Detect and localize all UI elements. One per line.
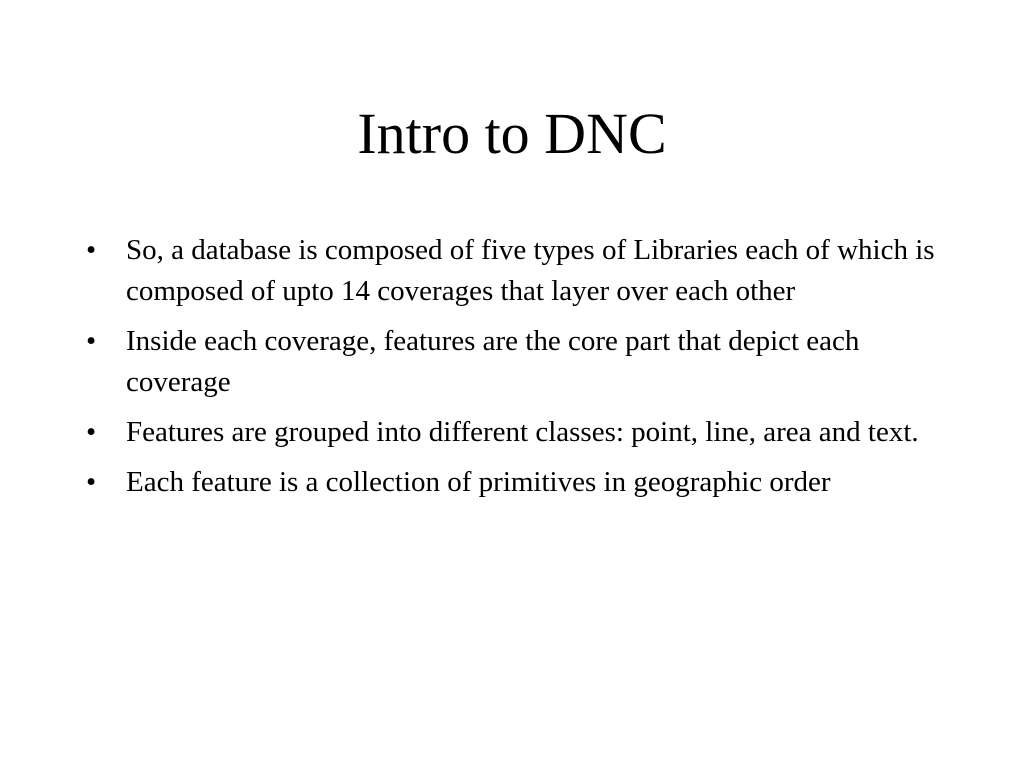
bullet-text: Features are grouped into different classes: point, line, area and text. <box>126 416 919 448</box>
bullet-item <box>86 462 946 503</box>
bullet-marker: • <box>86 466 97 498</box>
bullet-marker: • <box>86 416 97 448</box>
bullet-list <box>86 230 946 512</box>
bullet-marker: • <box>86 234 97 266</box>
bullet-text: So, a database is composed of five types of Libraries each of which is composed of upto 14 coverages that layer over each other <box>126 234 935 307</box>
bullet-item <box>86 321 946 403</box>
slide-title: Intro to DNC <box>357 101 667 166</box>
bullet-text: Each feature is a collection of primitives in geographic order <box>126 466 831 498</box>
bullet-item <box>86 412 946 453</box>
bullet-text: Inside each coverage, features are the core part that depict each coverage <box>126 325 860 398</box>
bullet-marker: • <box>86 325 97 357</box>
bullet-item <box>86 230 946 312</box>
